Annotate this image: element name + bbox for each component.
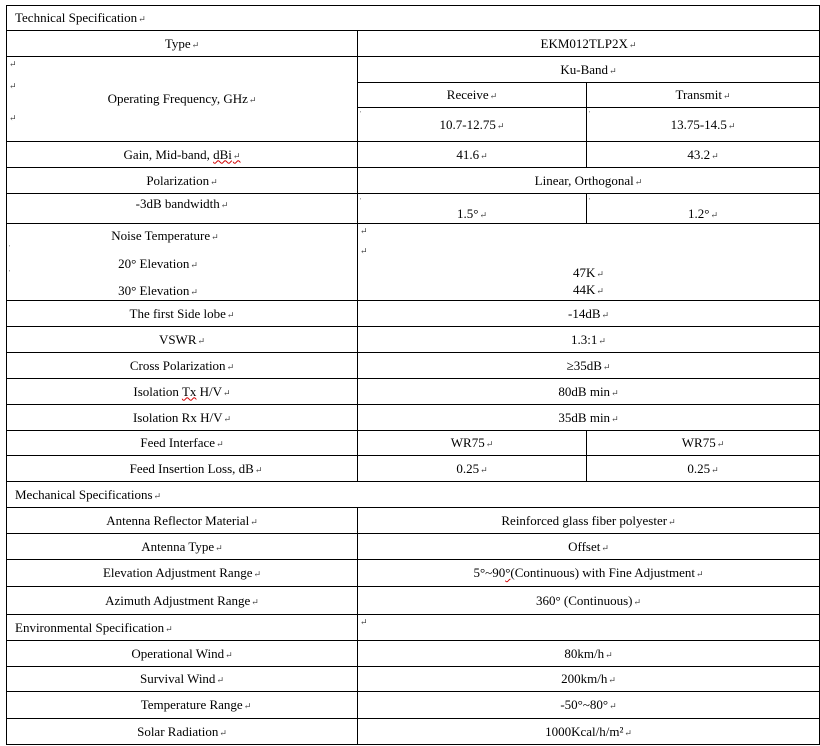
azimuth-label-cell: Azimuth Adjustment Range ↵ <box>7 587 358 615</box>
solar-radiation-value-cell: 1000Kcal/h/m² ↵ <box>358 719 820 745</box>
environmental-section-header: Environmental Specification ↵ <box>7 615 358 641</box>
mechanical-section-row <box>7 482 820 508</box>
azimuth-row <box>7 587 820 615</box>
technical-section-row <box>7 6 820 31</box>
reflector-value-cell: Reinforced glass fiber polyester ↵ <box>358 508 820 534</box>
gain-row <box>7 142 820 168</box>
feed-loss-label-cell: Feed Insertion Loss, dB ↵ <box>7 456 358 482</box>
isolation-tx-row <box>7 379 820 405</box>
survival-wind-label-cell: Survival Wind ↵ <box>7 667 358 692</box>
cross-polarization-value-cell: ≥35dB ↵ <box>358 353 820 379</box>
antenna-type-value-cell: Offset ↵ <box>358 534 820 560</box>
temperature-value-cell: -50°~80° ↵ <box>358 692 820 719</box>
azimuth-value-cell: 360° (Continuous) ↵ <box>358 587 820 615</box>
type-row <box>7 31 820 57</box>
operational-wind-row <box>7 641 820 667</box>
bandwidth-rx-cell: ' 1.5° ↵ <box>358 194 587 224</box>
elevation-row <box>7 560 820 587</box>
feed-loss-tx-cell: 0.25 ↵ <box>587 456 820 482</box>
isolation-tx-label-cell: Isolation Tx H/V ↵ <box>7 379 358 405</box>
vswr-label-cell: VSWR ↵ <box>7 327 358 353</box>
gain-tx-cell: 43.2 ↵ <box>587 142 820 168</box>
reflector-label-cell: Antenna Reflector Material ↵ <box>7 508 358 534</box>
cross-polarization-label-cell: Cross Polarization ↵ <box>7 353 358 379</box>
operating-frequency-label-cell: ↵ ↵ ↵ Operating Frequency, GHz ↵ <box>7 57 358 142</box>
polarization-label-cell: Polarization ↵ <box>7 168 358 194</box>
vswr-value-cell: 1.3:1 ↵ <box>358 327 820 353</box>
operational-wind-label-cell: Operational Wind ↵ <box>7 641 358 667</box>
bandwidth-row <box>7 194 820 224</box>
gain-rx-cell: 41.6 ↵ <box>358 142 587 168</box>
temperature-row <box>7 692 820 719</box>
antenna-type-row <box>7 534 820 560</box>
noise-temperature-value-cell: ↵ ↵ 47K ↵ 44K ↵ <box>358 224 820 301</box>
polarization-value-cell: Linear, Orthogonal ↵ <box>358 168 820 194</box>
isolation-rx-row <box>7 405 820 431</box>
elevation-label-cell: Elevation Adjustment Range ↵ <box>7 560 358 587</box>
sidelobe-value-cell: -14dB ↵ <box>358 301 820 327</box>
environmental-section-row <box>7 615 820 641</box>
feed-loss-rx-cell: 0.25 ↵ <box>358 456 587 482</box>
isolation-rx-label-cell: Isolation Rx H/V ↵ <box>7 405 358 431</box>
elevation-value-cell: 5°~90°(Continuous) with Fine Adjustment ↵ <box>358 560 820 587</box>
antenna-type-label-cell: Antenna Type ↵ <box>7 534 358 560</box>
survival-wind-row <box>7 667 820 692</box>
isolation-tx-value-cell: 80dB min ↵ <box>358 379 820 405</box>
survival-wind-value-cell: 200km/h ↵ <box>358 667 820 692</box>
feed-interface-label-cell: Feed Interface ↵ <box>7 431 358 456</box>
receive-range-cell: ' 10.7-12.75 ↵ <box>358 108 587 142</box>
transmit-range-cell: ' 13.75-14.5 ↵ <box>587 108 820 142</box>
gain-label-cell: Gain, Mid-band, dBi ↵ <box>7 142 358 168</box>
operational-wind-value-cell: 80km/h ↵ <box>358 641 820 667</box>
isolation-rx-value-cell: 35dB min ↵ <box>358 405 820 431</box>
environmental-section-blank: ↵ <box>358 615 820 641</box>
transmit-header-cell: Transmit ↵ <box>587 83 820 108</box>
noise-temperature-label-cell: ' ' Noise Temperature ↵ 20° Elevation ↵ 30° Elevation ↵ <box>7 224 358 301</box>
vswr-row <box>7 327 820 353</box>
feed-interface-row <box>7 431 820 456</box>
technical-section-header: Technical Specification ↵ <box>7 6 820 31</box>
sidelobe-label-cell: The first Side lobe ↵ <box>7 301 358 327</box>
feed-interface-tx-cell: WR75 ↵ <box>587 431 820 456</box>
type-label-cell: Type ↵ <box>7 31 358 57</box>
sidelobe-row <box>7 301 820 327</box>
type-value-cell: EKM012TLP2X ↵ <box>358 31 820 57</box>
mechanical-section-header: Mechanical Specifications ↵ <box>7 482 820 508</box>
bandwidth-tx-cell: ' 1.2° ↵ <box>587 194 820 224</box>
reflector-row <box>7 508 820 534</box>
feed-loss-row <box>7 456 820 482</box>
solar-radiation-label-cell: Solar Radiation ↵ <box>7 719 358 745</box>
polarization-row <box>7 168 820 194</box>
specification-table <box>6 5 820 745</box>
feed-interface-rx-cell: WR75 ↵ <box>358 431 587 456</box>
band-row <box>7 57 820 83</box>
noise-temperature-row <box>7 224 820 301</box>
solar-radiation-row <box>7 719 820 745</box>
cross-polarization-row <box>7 353 820 379</box>
bandwidth-label-cell: -3dB bandwidth ↵ <box>7 194 358 224</box>
temperature-label-cell: Temperature Range ↵ <box>7 692 358 719</box>
band-cell: Ku-Band ↵ <box>358 57 820 83</box>
receive-header-cell: Receive ↵ <box>358 83 587 108</box>
